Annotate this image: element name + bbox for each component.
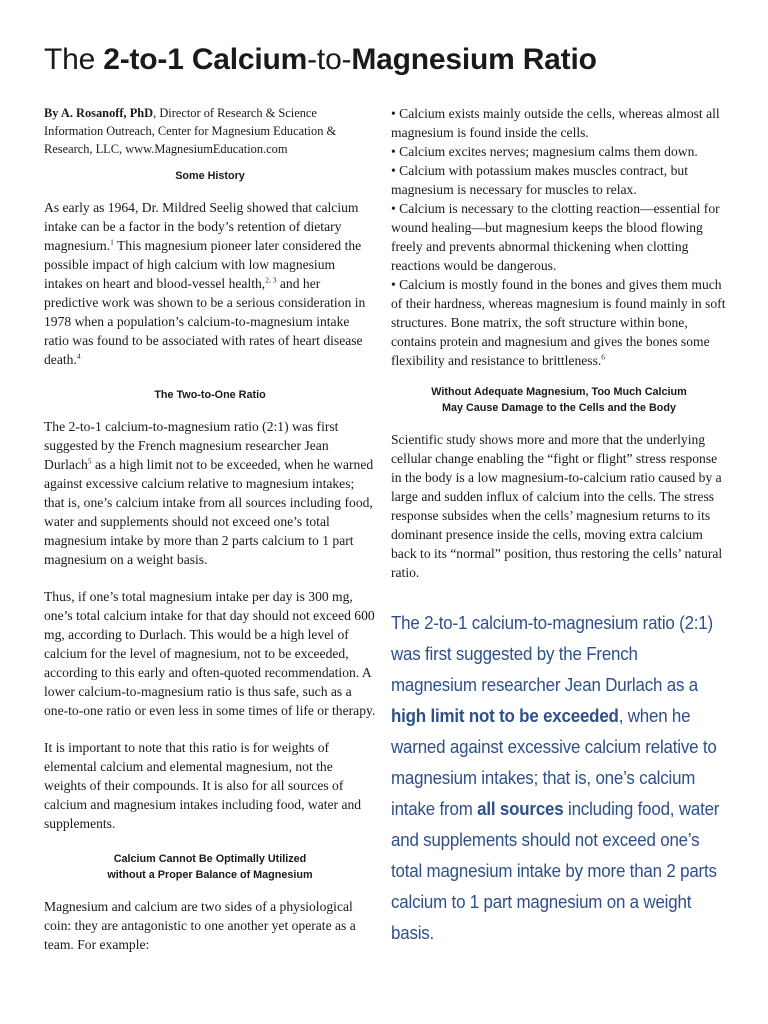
list-item: • Calcium exists mainly outside the cells, whereas almost all magnesium is found inside the cells. <box>391 106 720 140</box>
ratio-paragraph-2: Thus, if one’s total magnesium intake per day is 300 mg, one’s total calcium intake for that day should not exceed 600 mg, according to Durlach. This would be a high level of calcium for the level of magnesium, not to be exceeded, according to this early and often-quoted recommendation. A lower calcium-to-magnesium ratio is thus safe, such as a one-to-one ratio or even less in some times of life or therapy. <box>44 589 376 718</box>
ratio-text-2: as a high limit not to be exceeded, when he warned against excessive calcium relative to magnesium intakes; that is, one’s calcium intake from all sources including food, water and supplements should not exceed one’s total magnesium intake by more than 2 parts calcium to 1 part magnesium on a weight basis. <box>44 457 374 567</box>
footnote-ref: 1 <box>110 237 114 247</box>
pull-quote-text-3: including food, water and supplements should not exceed one’s total magnesium intake by more than 2 parts calcium to 1 part magnesium on a weight basis. <box>391 799 720 943</box>
history-text-1: As early as 1964, Dr. Mildred Seelig showed that calcium intake can be a factor in the body’s retention of dietary magnesium. <box>44 200 359 253</box>
pull-quote-text-1: The 2-to-1 calcium-to-magnesium ratio (2:1) was first suggested by the French magnesium researcher Jean Durlach as a <box>391 613 713 695</box>
damage-heading <box>391 384 727 416</box>
pull-quote-emphasis-1: high limit not to be exceeded <box>391 706 619 726</box>
history-heading: Some History <box>175 170 245 182</box>
right-column <box>391 104 727 949</box>
comparison-list <box>391 104 727 370</box>
footnote-ref: 5 <box>87 456 92 466</box>
balance-paragraph: Magnesium and calcium are two sides of a physiological coin: they are antagonistic to one another yet operate as a team. For example: <box>44 899 356 952</box>
ratio-paragraph-1 <box>44 417 376 569</box>
footnote-ref: 4 <box>76 351 81 361</box>
balance-heading-line-2: without a Proper Balance of Magnesium <box>107 869 313 881</box>
byline-affiliation: , Director of Research & Science Information Outreach, Center for Magnesium Education & Research, LLC, www.MagnesiumEducation.com <box>44 106 337 156</box>
list-item: • Calcium excites nerves; magnesium calms them down. <box>391 144 698 159</box>
title-part-2: 2-to-1 Calcium <box>103 43 308 76</box>
title-part-1: The <box>44 43 104 76</box>
list-item <box>391 275 727 370</box>
footnote-ref: 6 <box>601 352 606 362</box>
balance-heading <box>44 851 376 883</box>
list-item-text: • Calcium is mostly found in the bones and gives them much of their hardness, whereas magnesium is found mainly in soft structures. Bone matrix, the soft structure within bone, contains protein and magnesium and gives the bones some flexibility and resistance to brittleness. <box>391 277 726 368</box>
page-title <box>44 38 744 82</box>
ratio-text-1: The 2-to-1 calcium-to-magnesium ratio (2:1) was first suggested by the French magnesium researcher Jean Durlach <box>44 419 339 472</box>
title-part-4: Magnesium Ratio <box>351 43 597 76</box>
left-column <box>44 104 376 972</box>
ratio-paragraph-3: It is important to note that this ratio is for weights of elemental calcium and elemental magnesium, not the weights of their compounds. It is also for all sources of calcium and magnesium intakes including food, water and supplements. <box>44 740 362 831</box>
damage-heading-line-2: May Cause Damage to the Cells and the Body <box>442 402 676 414</box>
ratio-heading: The Two-to-One Ratio <box>154 389 266 401</box>
title-part-3: -to- <box>307 43 352 76</box>
damage-paragraph: Scientific study shows more and more that the underlying cellular change enabling the “fight or flight” stress response in the body is a low magnesium-to-calcium ratio caused by a large and sudden influx of calcium into the cells. The stress response subsides when the cells’ magnesium returns to its dominant presence inside the cells, moving extra calcium back to its “normal” position, thus restoring the cells’ natural ratio. <box>391 432 723 580</box>
list-item: • Calcium is necessary to the clotting reaction—essential for wound healing—but magnesium keeps the blood flowing freely and prevents abnormal thickening when clotting reactions would be dangerous. <box>391 201 720 273</box>
history-paragraph <box>44 198 376 369</box>
balance-heading-line-1: Calcium Cannot Be Optimally Utilized <box>113 853 307 865</box>
pull-quote <box>391 608 725 949</box>
list-item: • Calcium with potassium makes muscles contract, but magnesium is necessary for muscles to relax. <box>391 163 688 197</box>
footnote-ref: 2, 3 <box>265 275 277 285</box>
pull-quote-text-2: , when he warned against excessive calcium relative to magnesium intakes; that is, one’s calcium intake from <box>391 706 717 819</box>
byline-author: By A. Rosanoff, PhD <box>44 106 154 120</box>
pull-quote-emphasis-2: all sources <box>477 799 564 819</box>
byline <box>44 104 376 158</box>
history-text-3: and her predictive work was shown to be a serious consideration in 1978 when a population’s calcium-to-magnesium intake ratio was found to be associated with rates of heart disease death. <box>44 276 366 367</box>
damage-heading-line-1: Without Adequate Magnesium, Too Much Calcium <box>431 386 687 398</box>
history-text-2: This magnesium pioneer later considered the possible impact of high calcium with low magnesium intakes on heart and blood-vessel health, <box>44 238 362 291</box>
